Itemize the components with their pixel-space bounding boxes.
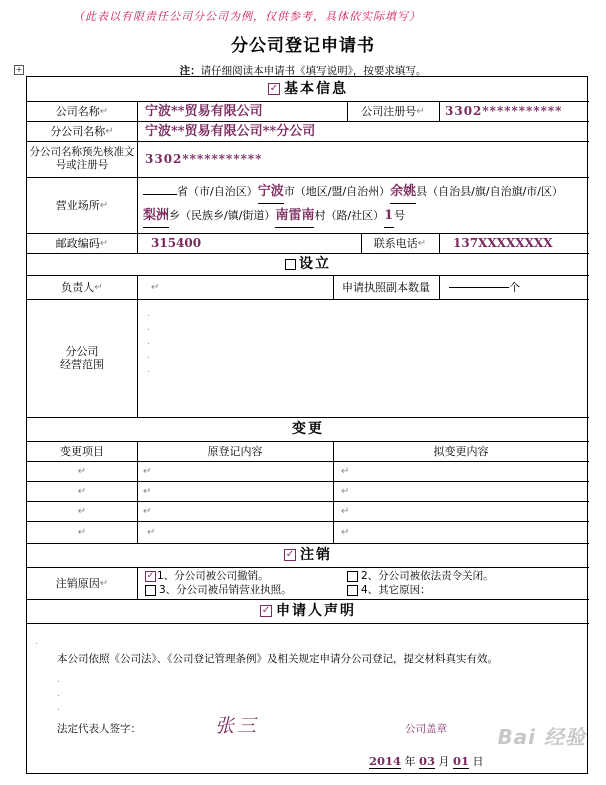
section-establish-title: 设立 bbox=[27, 253, 589, 275]
checkbox-checked-icon[interactable]: ✓ bbox=[261, 605, 271, 616]
pre-approval-label: 分公司名称预先核准文号或注册号 bbox=[29, 146, 135, 171]
checkbox-empty-icon[interactable] bbox=[347, 571, 358, 582]
company-name-label: 公司名称 ↵ bbox=[55, 104, 109, 118]
change-row-3-new[interactable]: ↵ bbox=[341, 505, 350, 517]
change-col-item: 变更项目 bbox=[60, 444, 104, 458]
change-row-4-item[interactable]: ↵ bbox=[77, 526, 87, 538]
company-name-value[interactable]: 宁波**贸易有限公司 bbox=[145, 103, 263, 119]
top-note: （此表以有限责任公司分公司为例，仅供参考，具体依实际填写） bbox=[73, 10, 421, 23]
branch-name-label: 分公司名称 ↵ bbox=[50, 124, 114, 138]
checkbox-empty-icon[interactable] bbox=[145, 585, 156, 596]
phone-value[interactable]: 137XXXXXXXX bbox=[453, 235, 553, 250]
section-declaration-title: ✓ 申请人声明 bbox=[261, 602, 356, 619]
branch-name-value[interactable]: 宁波**贸易有限公司**分公司 bbox=[145, 123, 316, 139]
company-reg-label: 公司注册号 ↵ bbox=[361, 104, 425, 118]
checkbox-checked-icon[interactable]: ✓ bbox=[146, 570, 155, 581]
cancel-option-3[interactable]: 3、分公司被吊销营业执照。 bbox=[145, 583, 347, 597]
change-row-3-original[interactable]: ↵ bbox=[143, 505, 152, 517]
checkbox-checked-icon[interactable]: ✓ bbox=[269, 83, 279, 94]
change-row-2-new[interactable]: ↵ bbox=[341, 485, 350, 497]
baidu-watermark-logo: Bai 经验 bbox=[497, 725, 586, 749]
declaration-date[interactable]: 2014 年 03 月 01 日 bbox=[369, 754, 484, 768]
responsible-input[interactable]: ↵ bbox=[151, 281, 160, 293]
postal-label: 邮政编码 ↵ bbox=[55, 236, 109, 250]
change-row-2-item[interactable]: ↵ bbox=[77, 485, 87, 497]
cancel-option-2[interactable]: 2、分公司被依法责令关闭。 bbox=[347, 569, 494, 583]
business-scope-label: 分公司 经营范围 bbox=[60, 345, 104, 371]
address-label: 营业场所 ↵ bbox=[55, 198, 109, 212]
change-col-new: 拟变更内容 bbox=[433, 444, 489, 458]
change-row-3-item[interactable]: ↵ bbox=[77, 505, 87, 517]
change-row-1-item[interactable]: ↵ bbox=[77, 465, 87, 477]
cancel-reason-label: 注销原因 ↵ bbox=[55, 576, 109, 590]
company-seal-label: 公司盖章 bbox=[405, 723, 447, 735]
change-row-1-new[interactable]: ↵ bbox=[341, 465, 350, 477]
checkbox-empty-icon[interactable] bbox=[285, 259, 296, 270]
postal-value[interactable]: 315400 bbox=[151, 235, 202, 250]
legal-rep-label: 法定代表人签字： bbox=[57, 723, 141, 735]
instruction-text: 请仔细阅读本申请书《填写说明》，按要求填写。 bbox=[200, 65, 427, 77]
business-scope-input[interactable]: . . . . . bbox=[147, 309, 150, 375]
change-row-2-original[interactable]: ↵ bbox=[143, 485, 152, 497]
change-row-1-original[interactable]: ↵ bbox=[143, 465, 152, 477]
company-reg-value[interactable]: 3302*********** bbox=[445, 103, 563, 118]
instruction-label: 注： bbox=[179, 65, 201, 77]
license-copies-input[interactable]: 个 bbox=[449, 275, 585, 299]
declaration-statement: 本公司依照《公司法》、《公司登记管理条例》及相关规定申请分公司登记，提交材料真实有效。 bbox=[57, 653, 498, 665]
page-title: 分公司登记申请书 bbox=[231, 36, 375, 56]
cancel-option-1[interactable]: ✓ 1、分公司被公司撤销。 bbox=[146, 570, 269, 582]
pre-approval-value[interactable]: 3302*********** bbox=[145, 151, 263, 166]
section-cancel-title: ✓ 注销 bbox=[285, 546, 332, 563]
legal-rep-signature[interactable]: 张三 bbox=[215, 715, 260, 737]
section-change-title: 变更 bbox=[292, 420, 324, 437]
cancel-option-4[interactable]: 4、其它原因： bbox=[347, 583, 431, 597]
application-form-table: ✓ 基本信息 公司名称 ↵ 宁波**贸易有限公司 公司注册号 ↵ 3302*********** 分公司名称 ↵ 宁波**贸易有限公司**分公司 分公司名称预先核准文号或注册号 3302*********** 营业场所 ↵ 省（市/自治区）宁波市（地区/盟/自治州）余姚县（自治县/旗/自治旗/市/区）梨洲乡（民族乡/镇/街道）南雷南村（路/社区）1号 邮政编码 ↵ 315400 联系电话 ↵ 137XXXXXXXX 设立 负责人 ↵ ↵ 申请执照副本数量 个 分公司 经营范围 . . . . . 变更 变更项目 原登记内容 拟变更内容 ↵ ↵ ↵ ↵ ↵ ↵ ↵ ↵ ↵ ↵ ↵ ↵ ✓ 注销 注销原因 ↵ ✓ 1、分公司被公司撤销。 2、分公司被依法责令关闭。 3、分公司被吊销营业执照。 4、其它原因： ✓ 申请人声明 . 本公司依照《公司法》、《公司登记管理条例》及相关规定申请分公司登记，提交材料真实有效。 . . . 法定代表人签字： 张三 公司盖章 2014 年 03 月 01 日 bbox=[26, 76, 588, 774]
address-value[interactable]: 省（市/自治区）宁波市（地区/盟/自治州）余姚县（自治县/旗/自治旗/市/区）梨洲乡（民族乡/镇/街道）南雷南村（路/社区）1号 bbox=[143, 180, 585, 228]
change-row-4-new[interactable]: ↵ bbox=[341, 526, 350, 538]
phone-label: 联系电话 ↵ bbox=[373, 236, 427, 250]
checkbox-empty-icon[interactable] bbox=[347, 585, 358, 596]
responsible-label: 负责人 ↵ bbox=[61, 280, 103, 294]
table-move-handle-icon[interactable]: + bbox=[15, 65, 23, 74]
section-basic-title: ✓ 基本信息 bbox=[269, 80, 348, 97]
license-copies-label: 申请执照副本数量 bbox=[342, 280, 430, 294]
change-col-original: 原登记内容 bbox=[207, 444, 263, 458]
checkbox-checked-icon[interactable]: ✓ bbox=[285, 549, 295, 560]
change-row-4-original[interactable]: ↵ bbox=[147, 526, 156, 538]
cancel-reason-options bbox=[145, 569, 585, 597]
